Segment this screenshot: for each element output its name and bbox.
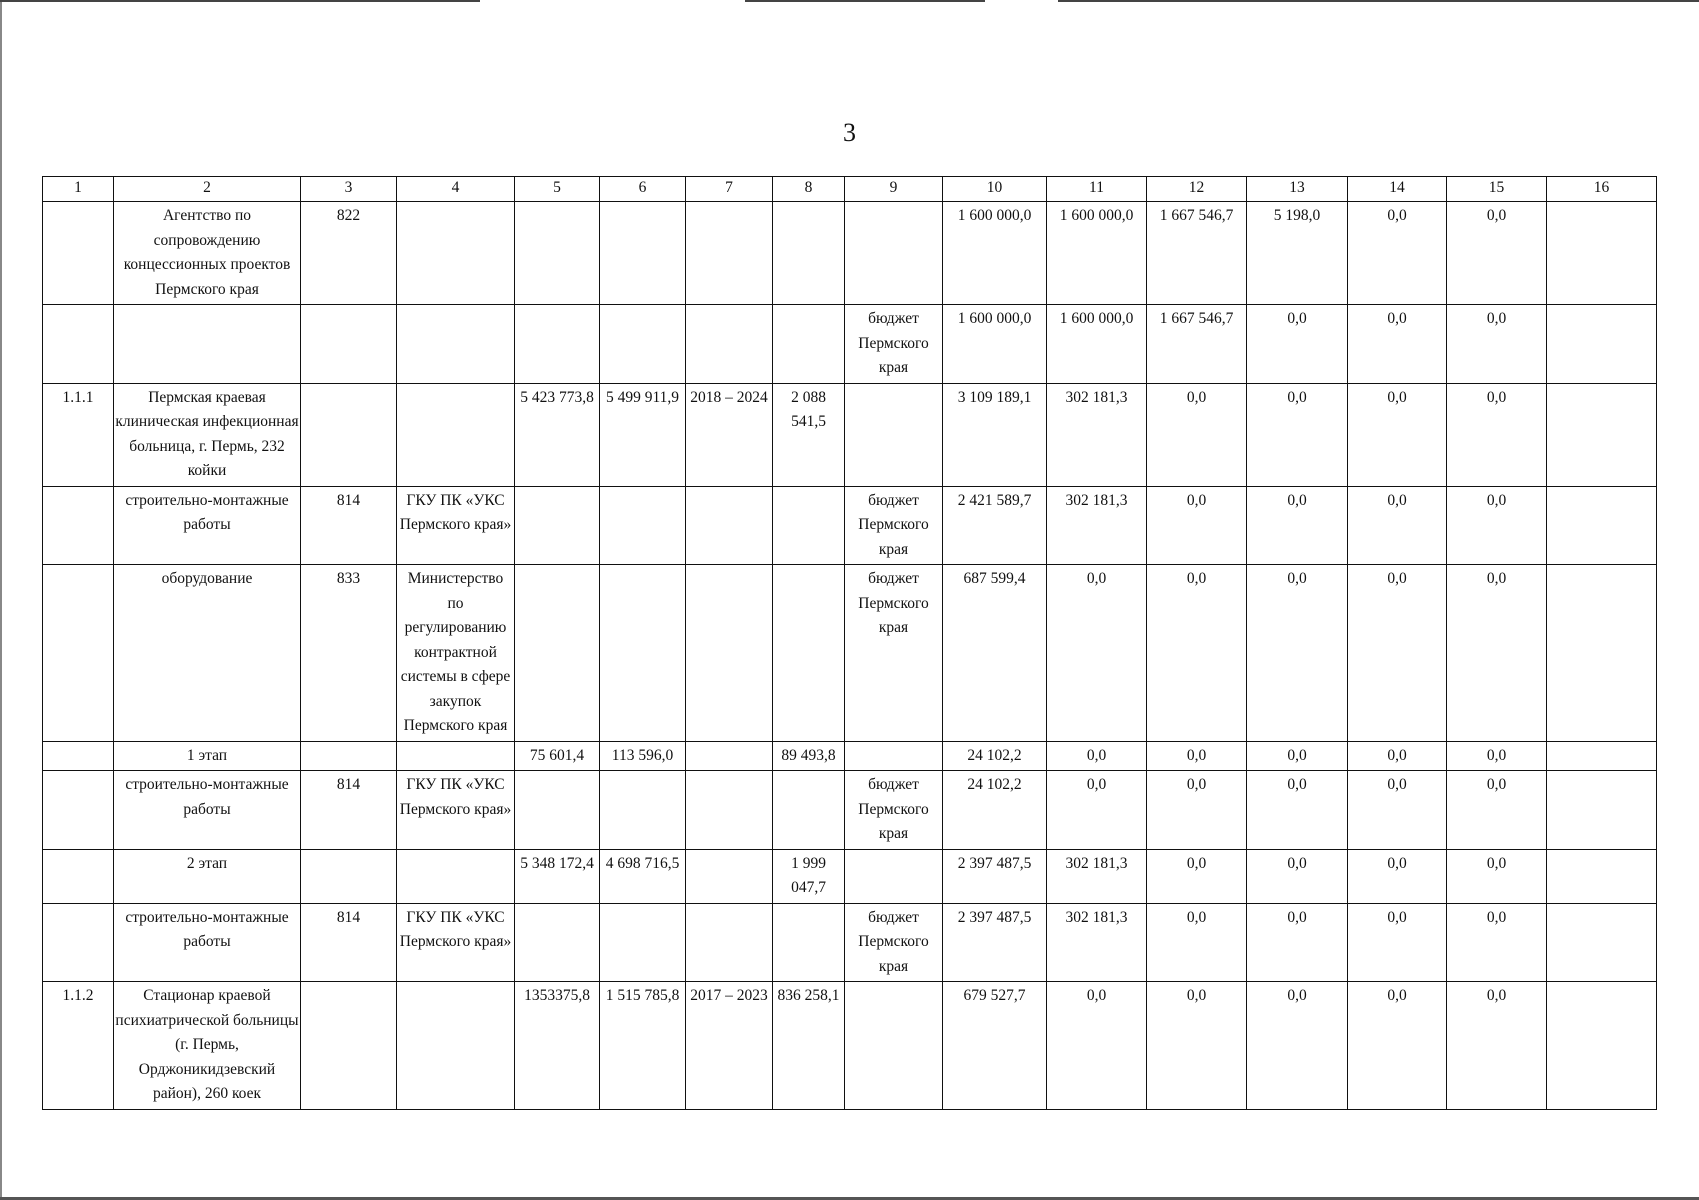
- table-cell: [1547, 383, 1657, 486]
- table-cell: 0,0: [1348, 741, 1447, 771]
- table-cell: 0,0: [1348, 305, 1447, 384]
- table-cell: 1 667 546,7: [1147, 305, 1247, 384]
- table-cell: [845, 849, 943, 903]
- table-cell: 0,0: [1147, 982, 1247, 1110]
- table-cell: [301, 383, 397, 486]
- header-cell: 6: [600, 177, 686, 202]
- table-cell: 1 600 000,0: [943, 305, 1047, 384]
- table-cell: 0,0: [1147, 383, 1247, 486]
- table-cell: [686, 741, 773, 771]
- table-cell: бюджет Пермского края: [845, 486, 943, 565]
- table-cell: 5 499 911,9: [600, 383, 686, 486]
- scan-artifact-line: [0, 0, 480, 2]
- table-cell: 687 599,4: [943, 565, 1047, 742]
- table-cell: [1547, 202, 1657, 305]
- table-cell: [397, 383, 515, 486]
- table-cell: 0,0: [1247, 305, 1348, 384]
- table-cell: [600, 305, 686, 384]
- table-row: [43, 383, 1657, 486]
- table-cell: [515, 565, 600, 742]
- table-cell: [686, 202, 773, 305]
- table-cell: [686, 903, 773, 982]
- table-cell: 302 181,3: [1047, 383, 1147, 486]
- table-cell: [515, 903, 600, 982]
- table-cell: 836 258,1: [773, 982, 845, 1110]
- header-cell: 3: [301, 177, 397, 202]
- table-cell: бюджет Пермского края: [845, 305, 943, 384]
- table-cell: [600, 202, 686, 305]
- table-cell: [686, 565, 773, 742]
- table-row: [43, 903, 1657, 982]
- header-cell: 10: [943, 177, 1047, 202]
- header-cell: 12: [1147, 177, 1247, 202]
- table-cell: 0,0: [1447, 982, 1547, 1110]
- table-cell: 1 515 785,8: [600, 982, 686, 1110]
- scan-artifact-line: [1058, 0, 1699, 2]
- table-cell: [773, 486, 845, 565]
- table-cell: Министерство по регулированию контрактной системы в сфере закупок Пермского края: [397, 565, 515, 742]
- table-cell: 113 596,0: [600, 741, 686, 771]
- table-cell: 1 600 000,0: [1047, 305, 1147, 384]
- table-cell: 0,0: [1247, 982, 1348, 1110]
- table-row: [43, 849, 1657, 903]
- table-cell: [301, 741, 397, 771]
- table-cell: 1 667 546,7: [1147, 202, 1247, 305]
- table-cell: 2017 – 2023: [686, 982, 773, 1110]
- table-cell: [1547, 849, 1657, 903]
- table-cell: [515, 771, 600, 850]
- table-cell: [515, 202, 600, 305]
- table-cell: [1547, 565, 1657, 742]
- table-cell: 0,0: [1247, 849, 1348, 903]
- header-cell: 7: [686, 177, 773, 202]
- table-cell: 24 102,2: [943, 741, 1047, 771]
- table-cell: [600, 771, 686, 850]
- table-cell: [773, 771, 845, 850]
- table-cell: 1 этап: [114, 741, 301, 771]
- table-cell: [1547, 903, 1657, 982]
- table-cell: 0,0: [1348, 903, 1447, 982]
- table-row: [43, 305, 1657, 384]
- header-cell: 1: [43, 177, 114, 202]
- table-cell: 1.1.2: [43, 982, 114, 1110]
- table-cell: 0,0: [1447, 771, 1547, 850]
- table-cell: [1547, 305, 1657, 384]
- table-cell: 814: [301, 771, 397, 850]
- header-cell: 2: [114, 177, 301, 202]
- table-cell: Пермская краевая клиническая инфекционная больница, г. Пермь, 232 койки: [114, 383, 301, 486]
- table-cell: 0,0: [1348, 383, 1447, 486]
- budget-table: [42, 176, 1657, 1110]
- table-cell: бюджет Пермского края: [845, 903, 943, 982]
- table-cell: 302 181,3: [1047, 486, 1147, 565]
- table-cell: 1.1.1: [43, 383, 114, 486]
- table-cell: [773, 903, 845, 982]
- table-cell: строительно-монтажные работы: [114, 486, 301, 565]
- table-cell: [43, 849, 114, 903]
- table-cell: [515, 305, 600, 384]
- header-row: [43, 177, 1657, 202]
- table-cell: [43, 305, 114, 384]
- table-row: [43, 565, 1657, 742]
- table-cell: [397, 741, 515, 771]
- table-cell: 2018 – 2024: [686, 383, 773, 486]
- table-cell: 0,0: [1247, 771, 1348, 850]
- table-row: [43, 982, 1657, 1110]
- table-cell: 0,0: [1447, 903, 1547, 982]
- table-cell: [1547, 771, 1657, 850]
- table-cell: строительно-монтажные работы: [114, 903, 301, 982]
- table-cell: [301, 982, 397, 1110]
- header-cell: 11: [1047, 177, 1147, 202]
- table-cell: 0,0: [1047, 771, 1147, 850]
- table-cell: [845, 383, 943, 486]
- table-cell: 0,0: [1447, 202, 1547, 305]
- table-cell: [686, 305, 773, 384]
- table-cell: 0,0: [1247, 486, 1348, 565]
- table-cell: [600, 903, 686, 982]
- table-cell: 1 999 047,7: [773, 849, 845, 903]
- table-cell: 814: [301, 903, 397, 982]
- table-cell: 2 397 487,5: [943, 903, 1047, 982]
- table-cell: 0,0: [1247, 383, 1348, 486]
- table-cell: 0,0: [1147, 741, 1247, 771]
- table-cell: 0,0: [1047, 741, 1147, 771]
- table-cell: [43, 486, 114, 565]
- table-cell: 0,0: [1147, 486, 1247, 565]
- table-cell: 302 181,3: [1047, 903, 1147, 982]
- table-cell: [686, 771, 773, 850]
- table-cell: 0,0: [1047, 982, 1147, 1110]
- table-cell: [845, 741, 943, 771]
- table-cell: 822: [301, 202, 397, 305]
- table-cell: [43, 202, 114, 305]
- table-cell: 814: [301, 486, 397, 565]
- table-cell: [43, 565, 114, 742]
- table-cell: [397, 982, 515, 1110]
- header-cell: 15: [1447, 177, 1547, 202]
- table-cell: ГКУ ПК «УКС Пермского края»: [397, 486, 515, 565]
- header-cell: 14: [1348, 177, 1447, 202]
- scan-edge-left: [0, 0, 2, 1200]
- table-cell: Агентство по сопровождению концессионных проектов Пермского края: [114, 202, 301, 305]
- table-cell: [773, 565, 845, 742]
- header-cell: 4: [397, 177, 515, 202]
- header-cell: 13: [1247, 177, 1348, 202]
- page-number: 3: [843, 118, 856, 147]
- table-cell: [43, 741, 114, 771]
- table-cell: 0,0: [1147, 849, 1247, 903]
- table-cell: 0,0: [1447, 565, 1547, 742]
- table-cell: 0,0: [1348, 202, 1447, 305]
- table-cell: [686, 486, 773, 565]
- table-cell: [600, 565, 686, 742]
- table-cell: 0,0: [1147, 903, 1247, 982]
- table-cell: [1547, 486, 1657, 565]
- table-cell: [1547, 741, 1657, 771]
- header-cell: 16: [1547, 177, 1657, 202]
- header-cell: 8: [773, 177, 845, 202]
- table-cell: 0,0: [1348, 565, 1447, 742]
- table-cell: бюджет Пермского края: [845, 565, 943, 742]
- table-cell: [845, 982, 943, 1110]
- table-cell: 1 600 000,0: [943, 202, 1047, 305]
- table-cell: 5 348 172,4: [515, 849, 600, 903]
- table-cell: 0,0: [1247, 903, 1348, 982]
- table-cell: [773, 202, 845, 305]
- table-cell: 0,0: [1047, 565, 1147, 742]
- table-cell: [600, 486, 686, 565]
- table-cell: [43, 771, 114, 850]
- scan-artifact-line: [745, 0, 985, 2]
- table-cell: 679 527,7: [943, 982, 1047, 1110]
- table-cell: 0,0: [1247, 565, 1348, 742]
- table-row: [43, 741, 1657, 771]
- table-cell: [397, 202, 515, 305]
- table-cell: 5 198,0: [1247, 202, 1348, 305]
- table-cell: 833: [301, 565, 397, 742]
- table-cell: бюджет Пермского края: [845, 771, 943, 850]
- table-cell: 1 600 000,0: [1047, 202, 1147, 305]
- table-cell: ГКУ ПК «УКС Пермского края»: [397, 771, 515, 850]
- table-cell: 0,0: [1147, 565, 1247, 742]
- table-cell: 0,0: [1348, 771, 1447, 850]
- table-cell: Стационар краевой психиатрической больницы (г. Пермь, Орджоникидзевский район), 260 коек: [114, 982, 301, 1110]
- table-cell: 0,0: [1247, 741, 1348, 771]
- table-cell: [845, 202, 943, 305]
- table-row: [43, 202, 1657, 305]
- table-cell: 2 этап: [114, 849, 301, 903]
- table-cell: оборудование: [114, 565, 301, 742]
- table-cell: 2 421 589,7: [943, 486, 1047, 565]
- table-row: [43, 486, 1657, 565]
- header-cell: 5: [515, 177, 600, 202]
- table-cell: 3 109 189,1: [943, 383, 1047, 486]
- table-cell: [515, 486, 600, 565]
- table-cell: [1547, 982, 1657, 1110]
- table-cell: 1353375,8: [515, 982, 600, 1110]
- table-cell: 0,0: [1348, 849, 1447, 903]
- table-cell: 5 423 773,8: [515, 383, 600, 486]
- table-cell: 2 088 541,5: [773, 383, 845, 486]
- table-cell: 0,0: [1348, 486, 1447, 565]
- table-cell: 24 102,2: [943, 771, 1047, 850]
- table-cell: 4 698 716,5: [600, 849, 686, 903]
- table-cell: 0,0: [1147, 771, 1247, 850]
- table-cell: 0,0: [1447, 741, 1547, 771]
- table-cell: [397, 849, 515, 903]
- table-cell: 0,0: [1447, 486, 1547, 565]
- table-cell: 89 493,8: [773, 741, 845, 771]
- table-cell: [43, 903, 114, 982]
- table-cell: строительно-монтажные работы: [114, 771, 301, 850]
- header-cell: 9: [845, 177, 943, 202]
- table-cell: [301, 849, 397, 903]
- table-cell: ГКУ ПК «УКС Пермского края»: [397, 903, 515, 982]
- table-cell: [686, 849, 773, 903]
- table-cell: 0,0: [1447, 305, 1547, 384]
- table-cell: 0,0: [1447, 849, 1547, 903]
- table-cell: 75 601,4: [515, 741, 600, 771]
- table-cell: 2 397 487,5: [943, 849, 1047, 903]
- table-cell: [114, 305, 301, 384]
- table-cell: 0,0: [1348, 982, 1447, 1110]
- table-cell: [773, 305, 845, 384]
- table-cell: [301, 305, 397, 384]
- table-cell: 0,0: [1447, 383, 1547, 486]
- table-cell: 302 181,3: [1047, 849, 1147, 903]
- table-row: [43, 771, 1657, 850]
- table-cell: [397, 305, 515, 384]
